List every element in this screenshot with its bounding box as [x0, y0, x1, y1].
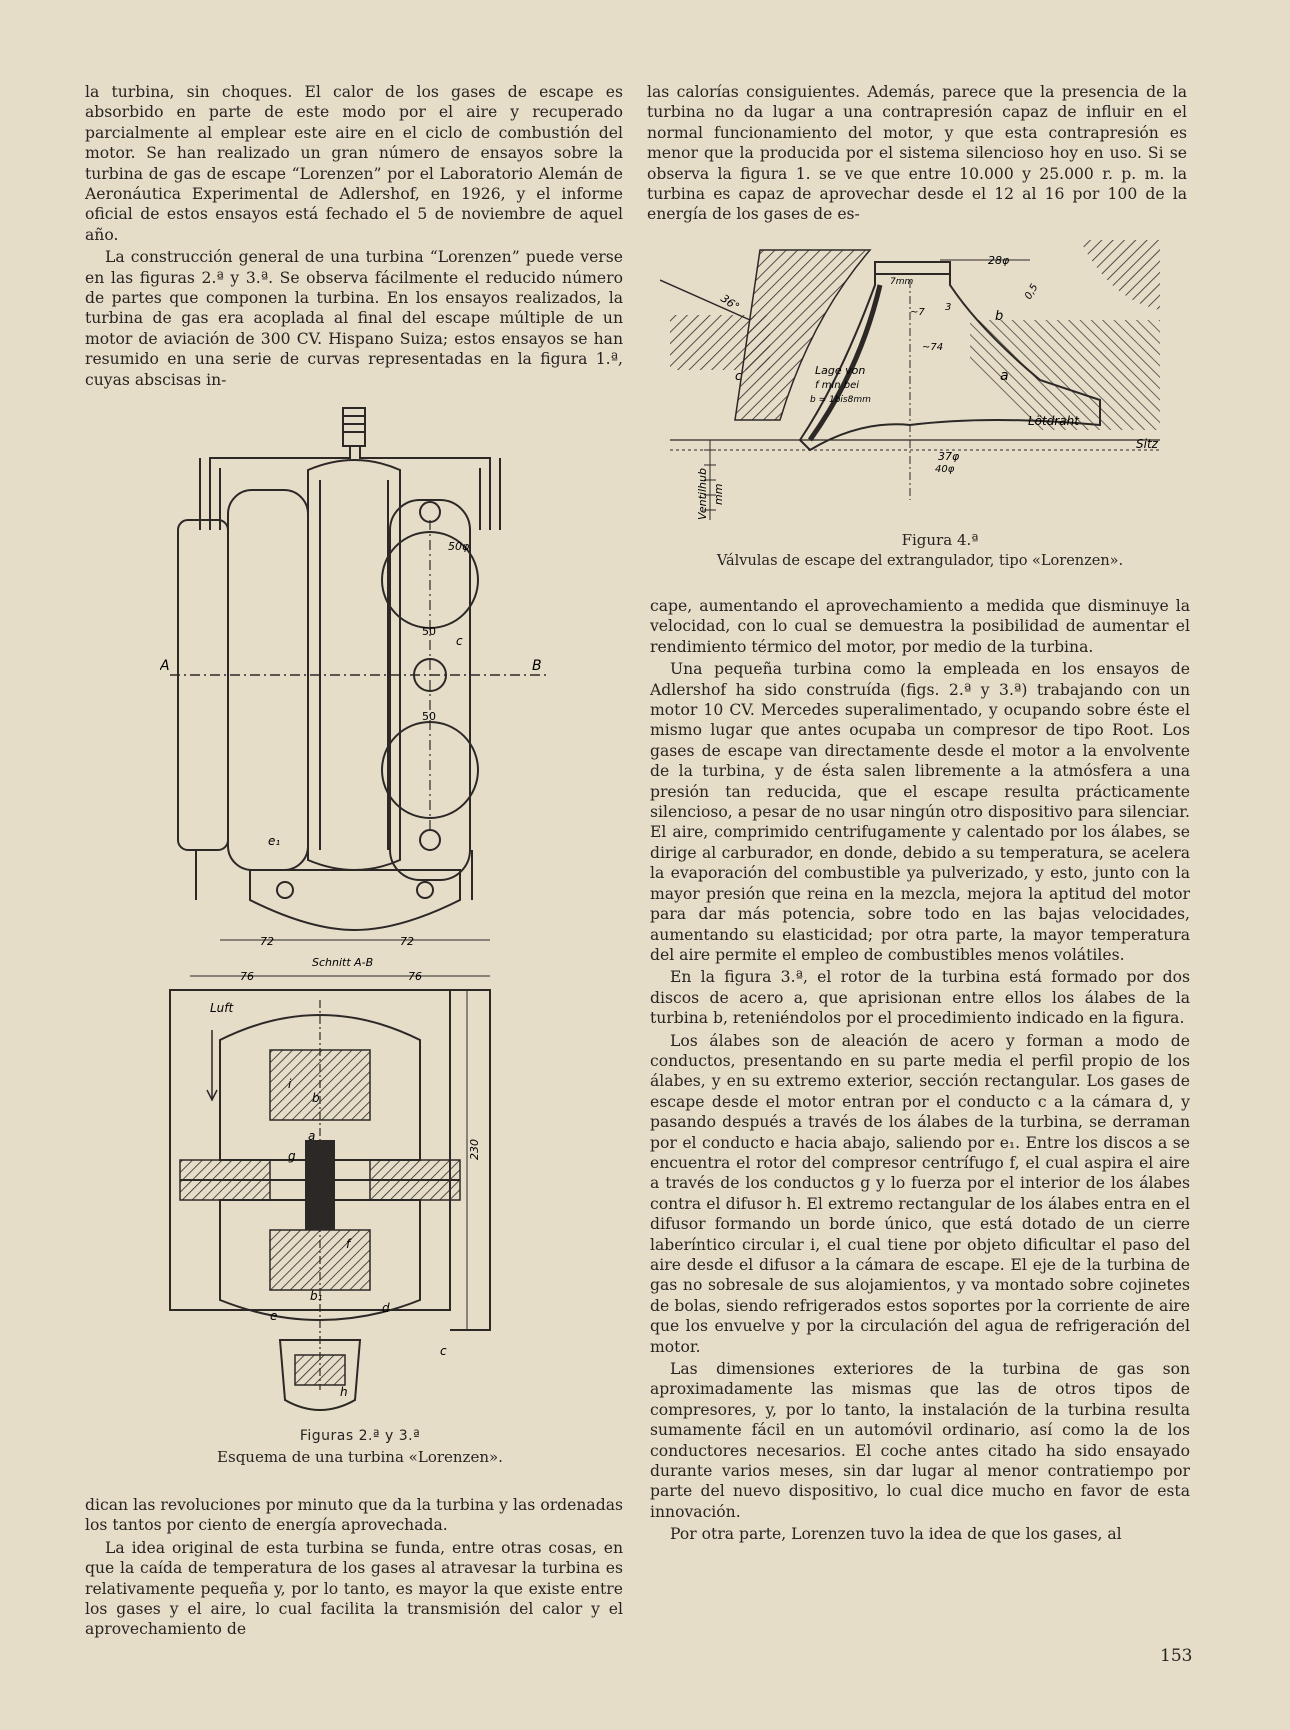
paragraph: Los álabes son de aleación de acero y forman a modo de conductos, presentando en su parte media el perfil propio de los álabes, y en su extremo exterior, sección rectangular. Los gases de escape desde el motor entran por el conducto c a la cámara d, y pasando después a través de los álabes de la turbina, se derraman por el conducto e hacia abajo, saliendo por e₁. Entre los discos a se encuentra el rotor del compresor centrífugo f, el cual aspira el aire a través de los conductos g y lo fuerza por el interior de los álabes contra el difusor h. El extremo rectangular de los álabes entra en el difusor formando un borde único, que está dotado de un cierre laberíntico circular i, el cual tiene por objeto dificultar el paso del aire desde el difusor a la cámara de escape. El eje de la turbina de gas no sobresale de sus alojamientos, y va montado sobre cojinetes de bolas, siendo refrigerados estos soportes por la corriente de aire que los envuelve y por la circulación del agua de refrigeración del motor. — [650, 1031, 1190, 1356]
label-05: 0,5 — [1023, 282, 1041, 302]
paragraph: cape, aumentando el aprovechamiento a medida que disminuye la velocidad, con lo cual se demuestra la posibilidad de aumentar el rendimiento térmico del motor, por medio de la turbina. — [650, 597, 1190, 656]
label-e: e — [270, 1309, 278, 1323]
label-lage-1: Lage von — [815, 364, 866, 377]
label-a: a — [1000, 368, 1009, 384]
label-50-upper: 50 — [422, 625, 436, 638]
label-b: b — [995, 309, 1004, 324]
label-lage-2: f min bei — [815, 380, 860, 391]
label-74: ~74 — [922, 342, 944, 353]
label-c-section: c — [440, 1344, 447, 1358]
paragraph: Una pequeña turbina como la empleada en los ensayos de Adlershof ha sido construída (figs. 2.ª y 3.ª) trabajando con un motor 10 CV. Mercedes superalimentado, y ocupando sobre éste el mismo lugar que antes ocupaba un compresor de tipo Root. Los gases de escape van directamente desde el motor a la envolvente de la turbina, y de ésta salen libremente a la atmósfera a una presión tan reducida, que el escape resulta prácticamente silencioso, a pesar de no usar ningún otro dispositivo para silenciar. El aire, comprimido centrifugamente y calentado por los álabes, se dirige al carburador, en donde, debido a su temperatura, se acelera la evaporación del combustible ya pulverizado, y esto, junto con la mayor presión que reina en la mezcla, mejora la aptitud del motor para dar más potencia, sobre todo en las bajas velocidades, aumentando su elasticidad; por otra parte, la mayor temperatura del aire permite el empleo de combustibles menos volátiles. — [650, 660, 1190, 964]
label-f: f — [346, 1237, 351, 1251]
paragraph: dican las revoluciones por minuto que da la turbina y las ordenadas los tantos por ciento de energía aprovechada. — [85, 1496, 623, 1535]
label-40phi: 40φ — [935, 464, 955, 475]
figure-4-number: Figura 4.ª — [901, 531, 979, 549]
label-luft: Luft — [210, 1001, 234, 1015]
figure-4-caption — [650, 530, 1190, 572]
label-e1: e₁ — [268, 834, 281, 848]
paragraph: la turbina, sin choques. El calor de los gases de escape es absorbido en parte de este modo por el aire y recuperado parcialmente al emplear este aire en el ciclo de combustión del motor. Se han realizado un gran número de ensayos sobre la turbina de gas de escape “Lorenzen” por el Laboratorio Alemán de Aeronáutica Experimental de Adlershof, en 1926, y el informe oficial de estos ensayos está fechado el 5 de noviembre de aquel año. — [85, 83, 623, 244]
label-b: b — [312, 1091, 320, 1105]
label-mm: mm — [712, 483, 725, 505]
figure-4-drawing — [660, 240, 1180, 530]
label-lotdraht: Lötdraht — [1028, 414, 1079, 428]
page-number: 153 — [1160, 1646, 1193, 1666]
label-i: i — [288, 1077, 292, 1091]
dim-76-right: 76 — [408, 970, 422, 983]
label-b1: b₁ — [310, 1289, 323, 1303]
label-ventilhub: Ventilhub — [696, 468, 709, 520]
figure-2-3-drawing — [160, 400, 560, 1430]
right-column-bottom — [650, 596, 1190, 1547]
label-a: a — [308, 1129, 316, 1143]
dim-76-left: 76 — [240, 970, 254, 983]
label-c: c — [735, 369, 742, 383]
dim-230: 230 — [468, 1139, 481, 1160]
label-A: A — [160, 658, 170, 674]
label-7: ~7 — [910, 307, 925, 318]
label-36deg: 36° — [718, 291, 742, 314]
figure-2-3-caption — [160, 1426, 560, 1468]
label-50phi: 50φ — [448, 540, 470, 553]
dim-72-left: 72 — [260, 935, 274, 948]
paragraph: las calorías consiguientes. Además, parece que la presencia de la turbina no da lugar a una contrapresión capaz de influir en el normal funcionamiento del motor, y que esta contrapresión es menor que la producida por el sistema silencioso hoy en uso. Si se observa la figura 1. se ve que entre 10.000 y 25.000 r. p. m. la turbina es capaz de aprovechar desde el 12 al 16 por 100 de la energía de los gases de es- — [647, 83, 1187, 224]
dim-72-right: 72 — [400, 935, 414, 948]
paragraph: En la figura 3.ª, el rotor de la turbina está formado por dos discos de acero a, que aprisionan entre ellos los álabes de la turbina b, reteniéndolos por el procedimiento indicado en la figura. — [650, 968, 1190, 1028]
label-c: c — [456, 634, 463, 648]
label-g: g — [288, 1149, 296, 1163]
label-37phi: 37φ — [938, 450, 960, 463]
figure-2-3-number: Figuras 2.ª y 3.ª — [299, 1428, 421, 1444]
label-schnitt: Schnitt A-B — [312, 956, 374, 969]
label-sitz: Sitz — [1136, 437, 1158, 451]
label-7mm: 7mm — [890, 277, 914, 287]
label-h: h — [340, 1385, 348, 1399]
right-column-top — [647, 82, 1187, 227]
left-column-bottom — [85, 1495, 623, 1642]
figure-4-title: Válvulas de escape del extrangulador, tipo «Lorenzen». — [716, 553, 1124, 569]
label-d: d — [382, 1301, 390, 1315]
paragraph: La construcción general de una turbina “Lorenzen” puede verse en las figuras 2.ª y 3.ª. Se observa fácilmente el reducido número de partes que componen la turbina. En los ensayos realizados, la turbina de gas era acoplada al final del escape múltiple de un motor de aviación de 300 CV. Hispano Suiza; estos ensayos se han resumido en una serie de curvas representadas en la figura 1.ª, cuyas abscisas in- — [85, 248, 623, 389]
paragraph: Las dimensiones exteriores de la turbina de gas son aproximadamente las mismas que las de otros tipos de compresores, y, por lo tanto, la instalación de la turbina resulta sumamente fácil en un automóvil ordinario, así como la de los conductores necesarios. El coche antes citado ha sido ensayado durante varios meses, sin dar lugar al menor contratiempo por parte del nuevo dispositivo, lo cual dice mucho en favor de esta innovación. — [650, 1360, 1190, 1521]
label-lage-3: b = 1bis8mm — [810, 395, 871, 405]
paragraph: La idea original de esta turbina se funda, entre otras cosas, en que la caída de temperatura de los gases al atravesar la turbina es relativamente pequeña y, por lo tanto, es mayor la que existe entre los gases y el aire, lo cual facilita la transmisión del calor y el aprovechamiento de — [85, 1538, 623, 1639]
label-3: 3 — [945, 302, 952, 313]
label-B: B — [532, 658, 542, 674]
left-column-top — [85, 82, 623, 392]
label-28phi: 28φ — [988, 254, 1010, 267]
figure-2-3-title: Esquema de una turbina «Lorenzen». — [217, 1448, 503, 1466]
paragraph: Por otra parte, Lorenzen tuvo la idea de que los gases, al — [670, 1525, 1122, 1544]
label-50-lower: 50 — [422, 710, 436, 723]
